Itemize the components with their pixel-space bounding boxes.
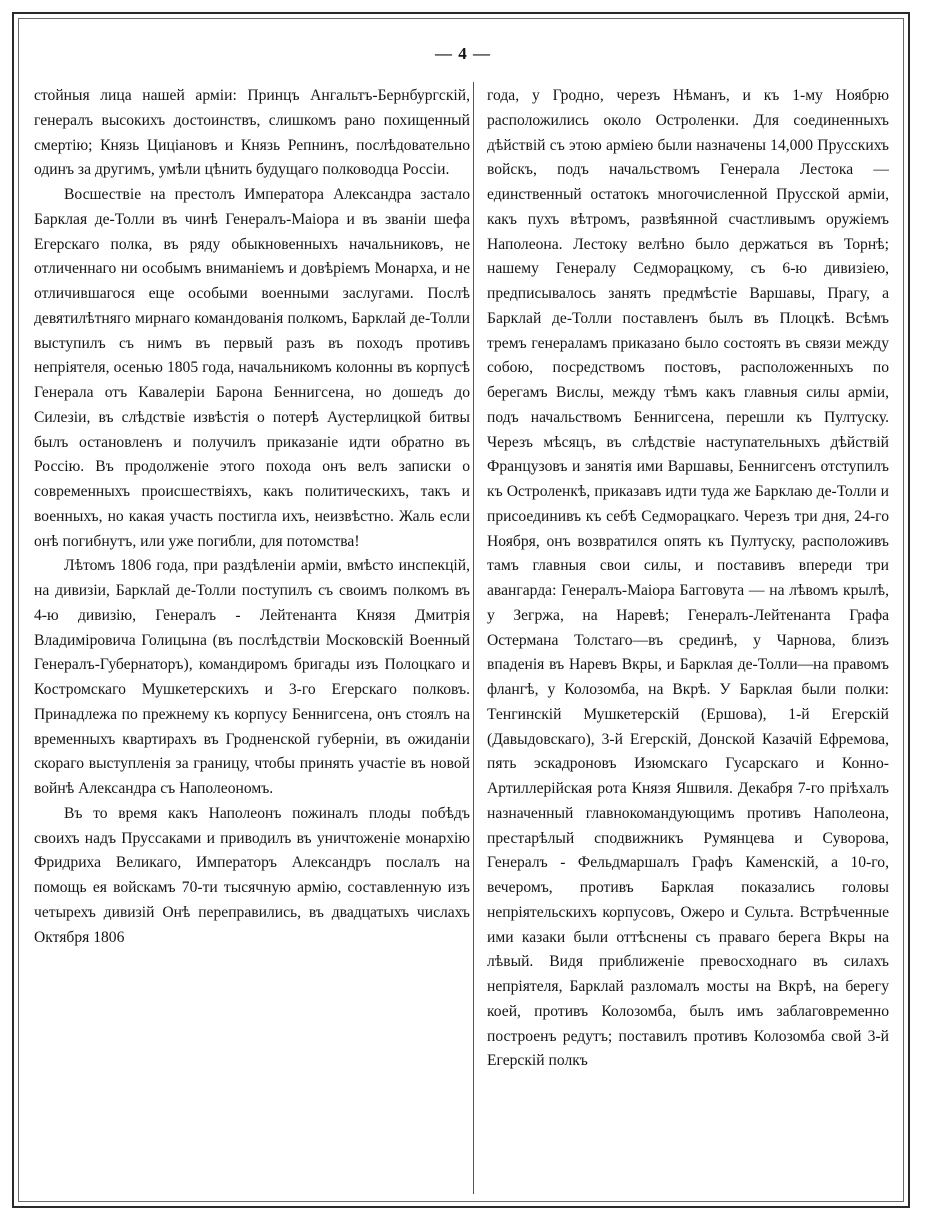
left-paragraph-3: Лѣтомъ 1806 года, при раздѣленіи арміи, вмѣсто инспекцій, на дивизіи, Барклай де-Толли поступилъ съ своимъ полкомъ въ 4-ю дивизію, Генералъ - Лейтенанта Князя Дмитрія Владиміровича Голицына (въ послѣдствіи Московскій Военный Генералъ-Губернаторъ), командиромъ бригады изъ Полоцкаго и Костромскаго Мушкетерскихъ и 3-го Егерскаго полковъ. Принадлежа по прежнему къ корпусу Беннигсена, онъ стоялъ на временныхъ квартирахъ въ Гродненской губерніи, въ ожиданіи скораго выступленія за границу, чтобы принять участіе въ новой войнѣ Александра съ Наполеономъ.	[34, 557, 470, 797]
page-number: — 4 —	[435, 44, 491, 63]
left-paragraph-4: Въ то время какъ Наполеонъ пожиналъ плоды побѣдъ своихъ надъ Пруссаками и приводилъ въ уничтоженіе монархію Фридриха Великаго, Императоръ Александръ послалъ на помощь ея войскамъ 70-ти тысячную армію, составленную изъ четырехъ дивизій Онѣ переправились, въ двадцатыхъ числахъ Октября 1806	[34, 804, 470, 946]
right-column	[487, 84, 889, 1184]
left-column	[34, 84, 470, 1184]
left-paragraph-2: Восшествіе на престолъ Императора Александра застало Барклая де-Толли въ чинѣ Генералъ-Маіора и въ званіи шефа Егерскаго полка, въ ряду обыкновенныхъ начальниковъ, не отличеннаго ни особымъ вниманіемъ и довѣріемъ Монарха, и не отличившагося еще особыми военными заслугами. Послѣ девятилѣтняго мирнаго командованія полкомъ, Барклай де-Толли выступилъ съ нимъ въ первый разъ въ походъ противъ непріятеля, осенью 1805 года, начальникомъ колонны въ корпусѣ Генерала отъ Кавалеріи Барона Беннигсена, но дошедъ до Силезіи, въ слѣдствіе извѣстія о потерѣ Аустерлицкой битвы былъ остановленъ и получилъ приказаніе идти обратно въ Россію. Въ продолженіе этого похода онъ велъ записки о современныхъ происшествіяхъ, какъ политическихъ, такъ и военныхъ, но какая участь постигла ихъ, неизвѣстно. Жаль если онѣ погибнутъ, или уже погибли, для потомства!	[34, 186, 470, 550]
column-divider	[473, 82, 474, 1194]
left-paragraph-1: стойныя лица нашей арміи: Принцъ Ангальтъ-Бернбургскій, генералъ высокихъ достоинствъ, слишкомъ рано похищенный смертію; Князь Цицiановъ и Князь Репнинъ, послѣдовательно одинъ за другимъ, умѣли цѣнить будущаго полководца Россіи.	[34, 87, 470, 179]
right-paragraph-1: года, у Гродно, черезъ Нѣманъ, и къ 1-му Ноябрю расположились около Остроленки. Для соединенныхъ дѣйствій съ этою арміею были назначены 14,000 Прусскихъ войскъ, подъ начальствомъ Генерала Лестока — единственный остатокъ многочисленной Прусской арміи, какъ пухъ вѣтромъ, развѣянной счастливымъ оружіемъ Наполеона. Лестоку велѣно было держаться въ Торнѣ; нашему Генералу Седморацкому, съ 6-ю дивизіею, предписывалось занять предмѣстіе Варшавы, Прагу, а Барклай де-Толли поставленъ былъ въ Плоцкѣ. Всѣмъ тремъ генераламъ приказано было состоять въ связи между собою, посредствомъ постовъ, расположенныхъ по берегамъ Вислы, между тѣмъ какъ главныя силы арміи, подъ начальствомъ Беннигсена, перешли къ Пултуску. Черезъ мѣсяцъ, въ слѣдствіе наступательныхъ дѣйствій Французовъ и занятія ими Варшавы, Беннигсенъ отступилъ къ Остроленкѣ, приказавъ идти туда же Барклаю де-Толли и присоединивъ къ себѣ Седморацкаго. Черезъ три дня, 24-го Ноября, онъ возвратился опять къ Пултуску, расположивъ тамъ главныя свои силы, и поставивъ впереди три авангарда: Генералъ-Маіора Багговута — на лѣвомъ крылѣ, у Зегржа, на Наревѣ; Генералъ-Лейтенанта Графа Остермана Толстаго—въ срединѣ, у Чарнова, близъ впаденія въ Наревъ Вкры, и Барклая де-Толли—на правомъ флангѣ, у Колозомба, на Вкрѣ. У Барклая были полки: Тенгинскій Мушкетерскій (Ершова), 1-й Егерскій (Давыдовскаго), 3-й Егерскій, Донской Казачій Ефремова, пять эскадроновъ Изюмскаго Гусарскаго и Конно-Артиллерійская рота Князя Яшвиля. Декабря 7-го пріѣхалъ назначенный главнокомандующимъ противъ Наполеона, престарѣлый сподвижникъ Румянцева и Суворова, Генералъ - Фельдмаршалъ Графъ Каменскій, а 10-го, вечеромъ, противъ Барклая показались головы непріятельскихъ корпусовъ, Ожеро и Сульта. Встрѣченные ими казаки были оттѣснены съ праваго берега Вкры на лѣвый. Видя приближеніе превосходнаго въ силахъ непріятеля, Барклай разломалъ мосты на Вкрѣ, на берегу коей, противъ Колозомба, былъ имъ заблаговременно построенъ редутъ; поставилъ противъ Колозомба свой 3-й Егерскій полкъ	[487, 87, 889, 1070]
